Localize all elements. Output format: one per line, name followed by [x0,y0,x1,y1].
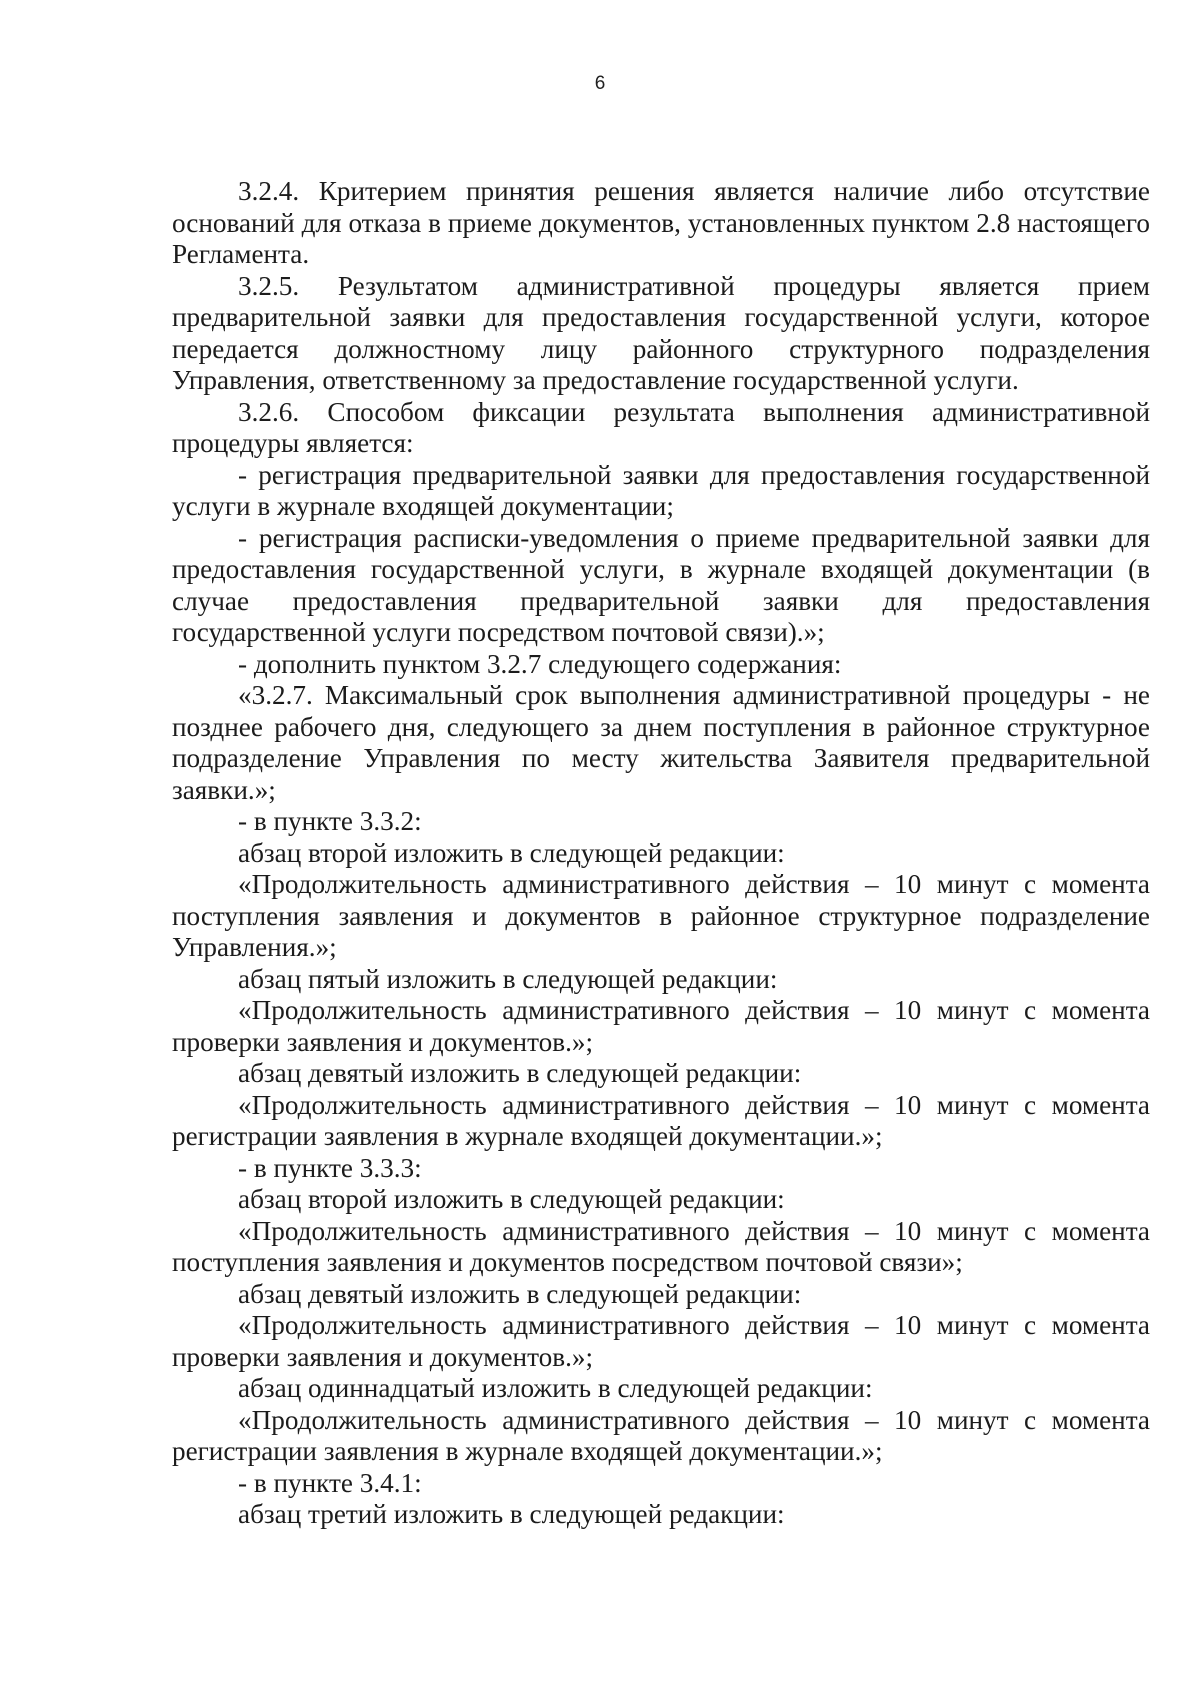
page-number: 6 [594,73,606,94]
amendment-instruction: абзац пятый изложить в следующей редакции: [238,963,778,994]
amendment-point-3-3-2: - в пункте 3.3.2: [238,806,422,836]
paragraph-3-2-5: 3.2.5. Результатом административной процедуры является прием предварительной заявки для предоставления государственной услуги, которое передается должностному лицу районного структурного подразделения Управления, ответственному за предоставление государственной услуги. [172,270,1150,395]
amendment-instruction: абзац второй изложить в следующей редакции: [238,1184,785,1214]
list-item-registration-request: - регистрация предварительной заявки для предоставления государственной услуги в журнале входящей документации; [172,459,1150,521]
amendment-point-3-3-3: - в пункте 3.3.3: [238,1152,422,1183]
paragraph-3-2-6: 3.2.6. Способом фиксации результата выполнения административной процедуры является: [172,396,1150,458]
document-body [172,176,1150,1531]
amendment-instruction: абзац одиннадцатый изложить в следующей редакции: [238,1373,873,1403]
amendment-instruction: абзац девятый изложить в следующей редакции: [238,1278,802,1309]
amendment-point-3-4-1: - в пункте 3.4.1: [238,1467,422,1498]
list-item-registration-receipt: - регистрация расписки-уведомления о приеме предварительной заявки для предоставления государственной услуги, в журнале входящей документации (в случае предоставления предварительной заявки для предоставления государственной услуги посредством почтовой связи).»; [172,522,1150,647]
amendment-quote: «Продолжительность административного действия – 10 минут с момента регистрации заявления в журнале входящей документации.»; [172,1089,1150,1151]
amendment-quote: «Продолжительность административного действия – 10 минут с момента проверки заявления и документов.»; [172,1310,1150,1372]
amendment-quote: «Продолжительность административного действия – 10 минут с момента проверки заявления и документов.»; [172,995,1150,1057]
paragraph-3-2-4: 3.2.4. Критерием принятия решения является наличие либо отсутствие оснований для отказа в приеме документов, установленных пунктом 2.8 настоящего Регламента. [172,176,1150,269]
amendment-quote: «Продолжительность административного действия – 10 минут с момента регистрации заявления в журнале входящей документации.»; [172,1404,1150,1466]
amendment-quote: «Продолжительность административного действия – 10 минут с момента поступления заявления и документов в районное структурное подразделение Управления.»; [172,869,1150,962]
amendment-instruction: абзац третий изложить в следующей редакции: [238,1499,785,1529]
amendment-instruction: абзац девятый изложить в следующей редакции: [238,1058,802,1088]
amendment-add-3-2-7: - дополнить пунктом 3.2.7 следующего содержания: [238,648,842,679]
amendment-instruction: абзац второй изложить в следующей редакции: [238,837,785,868]
paragraph-3-2-7: «3.2.7. Максимальный срок выполнения административной процедуры - не позднее рабочего дня, следующего за днем поступления в районное структурное подразделение Управления по месту жительства Заявителя предварительной заявки.»; [172,680,1150,805]
amendment-quote: «Продолжительность административного действия – 10 минут с момента поступления заявления и документов посредством почтовой связи»; [172,1215,1150,1277]
